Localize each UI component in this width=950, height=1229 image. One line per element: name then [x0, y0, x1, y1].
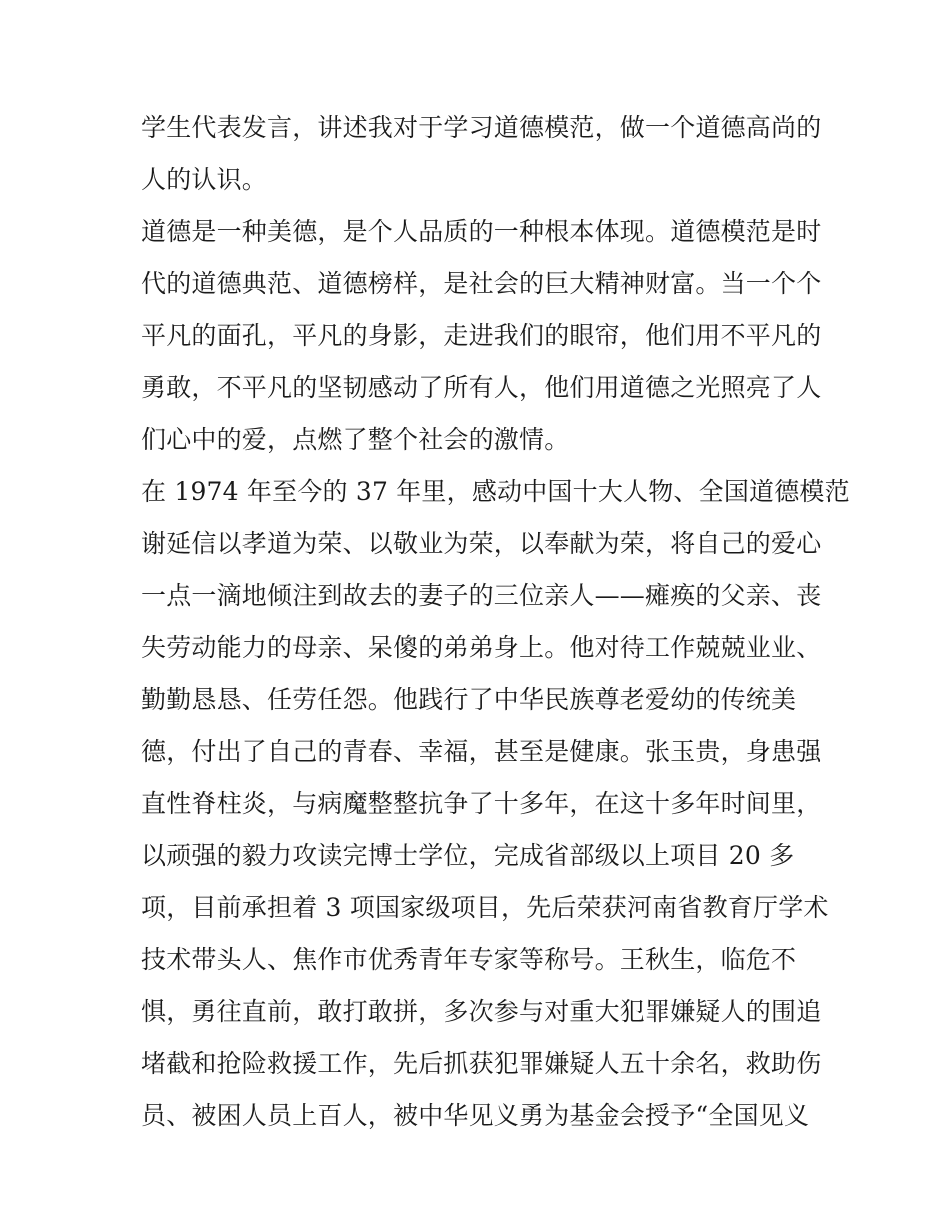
text-line: 员、被困人员上百人，被中华见义勇为基金会授予“全国见义 — [141, 1101, 810, 1130]
text-line: 惧，勇往直前，敢打敢拼，多次参与对重大犯罪嫌疑人的围追 — [141, 997, 822, 1026]
text-line: 勤勤恳恳、任劳任怨。他践行了中华民族尊老爱幼的传统美 — [141, 685, 797, 714]
text-line: 学生代表发言，讲述我对于学习道德模范，做一个道德高尚的 — [141, 113, 822, 142]
text-line: 直性脊柱炎，与病魔整整抗争了十多年，在这十多年时间里， — [141, 789, 822, 818]
text-line: 技术带头人、焦作市优秀青年专家等称号。王秋生，临危不 — [141, 945, 797, 974]
text-line: 人的认识。 — [141, 165, 268, 194]
text-line: 谢延信以孝道为荣、以敬业为荣，以奉献为荣，将自己的爱心 — [141, 529, 822, 558]
text-line: 堵截和抢险救援工作，先后抓获犯罪嫌疑人五十余名，救助伤 — [141, 1049, 822, 1078]
text-line: 代的道德典范、道德榜样，是社会的巨大精神财富。当一个个 — [141, 269, 822, 298]
text-line: 项，目前承担着 3 项国家级项目，先后荣获河南省教育厅学术 — [141, 893, 829, 922]
text-line: 道德是一种美德，是个人品质的一种根本体现。道德模范是时 — [141, 217, 822, 246]
text-line: 德，付出了自己的青春、幸福，甚至是健康。张玉贵，身患强 — [141, 737, 822, 766]
text-line: 在 1974 年至今的 37 年里，感动中国十大人物、全国道德模范 — [141, 477, 850, 506]
text-line: 失劳动能力的母亲、呆傻的弟弟身上。他对待工作兢兢业业、 — [141, 633, 822, 662]
text-line: 平凡的面孔，平凡的身影，走进我们的眼帘，他们用不平凡的 — [141, 321, 822, 350]
text-line: 勇敢，不平凡的坚韧感动了所有人，他们用道德之光照亮了人 — [141, 373, 822, 402]
text-line: 们心中的爱，点燃了整个社会的激情。 — [141, 425, 570, 454]
text-line: 一点一滴地倾注到故去的妻子的三位亲人——瘫痪的父亲、丧 — [141, 581, 822, 610]
text-line: 以顽强的毅力攻读完博士学位，完成省部级以上项目 20 多 — [141, 841, 795, 870]
